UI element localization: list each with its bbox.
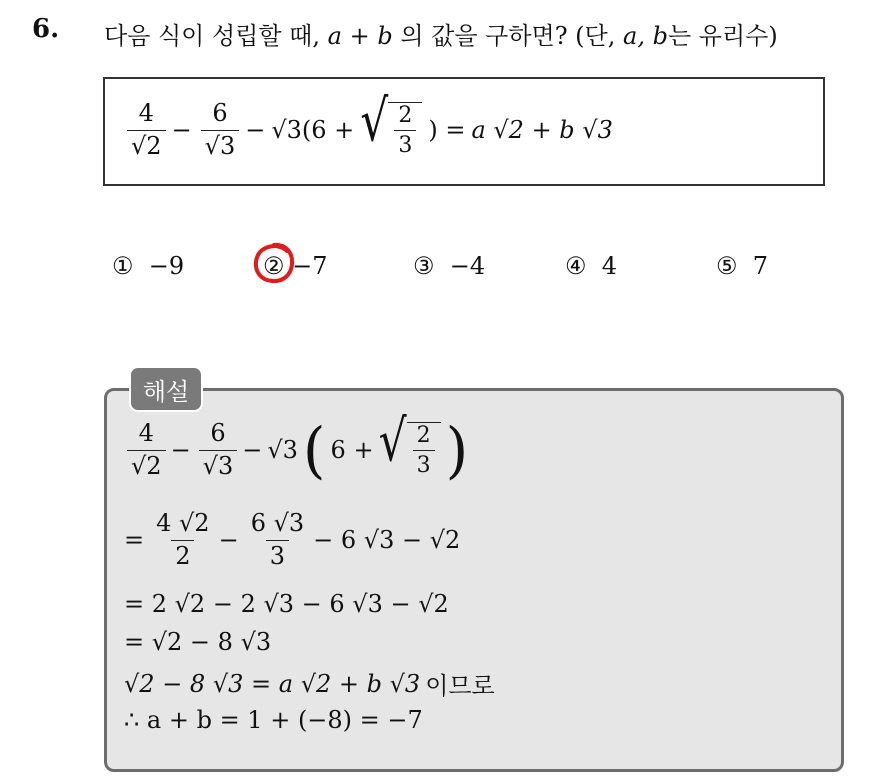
sol-l2-frac-1-den: 2 [171,540,194,571]
radical-sign: √ [360,88,389,155]
solution-line-3: = 2 √2 − 2 √3 − 6 √3 − √2 [124,590,449,618]
choice-3-label: ③ [413,252,435,280]
choice-5[interactable] [716,252,768,280]
choice-4-label: ④ [565,252,587,280]
eq-minus-2: − [245,116,266,145]
sol-l5-text: 이므로 [425,672,495,700]
answer-circle-mark [252,241,296,285]
sol-sqrt3: √3 [267,436,298,465]
solution-line-1 [124,408,473,486]
solution-line-2 [124,510,465,570]
question-number: 6. [32,14,60,44]
question-text-ab: a + b [327,22,393,50]
sol-minus-1: − [170,436,191,465]
question-text-mid: 의 값을 구하면? (단, [400,22,616,50]
eq-inner-frac-den: 3 [394,130,416,158]
sol-frac-1-num: 4 [138,419,154,447]
sol-l2-frac-2-den: 3 [266,540,289,571]
sol-inner-frac [413,423,435,479]
sol-six-plus: 6 + [330,436,374,465]
sol-l2-rest: − 6 √3 − √2 [313,526,461,555]
eq-close: ) = [428,116,466,145]
sol-inner-sqrt [378,408,441,479]
sol-l2-frac-1 [152,510,213,570]
sol-l2-eq: = [124,526,145,555]
choice-2-value: −7 [292,252,328,280]
solution-tab: 해설 [129,366,203,412]
choice-1[interactable] [112,252,184,280]
question-text-vars: a, b [623,22,668,50]
choice-1-value: −9 [148,252,185,280]
choice-3[interactable] [413,252,485,280]
eq-term-3: √3(6 + [271,116,355,145]
left-paren: ( [302,414,326,486]
equation [124,88,619,160]
eq-rhs: a √2 + b √3 [471,116,613,145]
sol-frac-2-den: √3 [199,450,238,481]
eq-inner-frac [394,103,416,159]
sol-l2-frac-2-num: 6 √3 [250,509,305,537]
solution-line-5 [124,666,500,701]
sol-l2-minus: − [218,526,239,555]
eq-minus-1: − [171,116,192,145]
sol-minus-2: − [242,436,263,465]
eq-inner-frac-num: 2 [398,102,413,128]
choice-2-label: ② [263,252,285,280]
eq-frac-2-den: √3 [201,130,240,161]
solution-line-6: ∴ a + b = 1 + (−8) = −7 [124,706,423,734]
question-text-post: 는 유리수) [667,22,778,50]
sol-l2-frac-2 [247,510,308,570]
sol-frac-2-num: 6 [210,419,226,447]
sol-inner-frac-num: 2 [416,422,431,448]
solution-line-4: = √2 − 8 √3 [124,628,272,656]
question-text-pre: 다음 식이 성립할 때, [104,22,320,50]
sol-l2-frac-1-num: 4 √2 [156,509,210,537]
choice-5-label: ⑤ [716,252,738,280]
right-paren: ) [445,414,469,486]
eq-frac-2 [201,100,240,160]
choice-4-value: 4 [601,252,618,280]
choice-4[interactable] [565,252,617,280]
sol-frac-1 [127,420,166,480]
eq-frac-2-num: 6 [212,99,228,127]
choice-5-value: 7 [752,252,769,280]
choice-1-label: ① [112,252,134,280]
choice-3-value: −4 [449,252,486,280]
question-text [104,16,778,51]
eq-inner-sqrt [360,88,422,159]
sol-frac-2 [199,420,238,480]
eq-frac-1 [127,100,166,160]
sol-frac-1-den: √2 [127,450,166,481]
eq-frac-1-den: √2 [127,130,166,161]
radical-sign: √ [378,408,407,475]
sol-l5-math: √2 − 8 √3 = a √2 + b √3 [124,669,421,698]
eq-frac-1-num: 4 [138,99,154,127]
sol-inner-frac-den: 3 [413,450,435,478]
